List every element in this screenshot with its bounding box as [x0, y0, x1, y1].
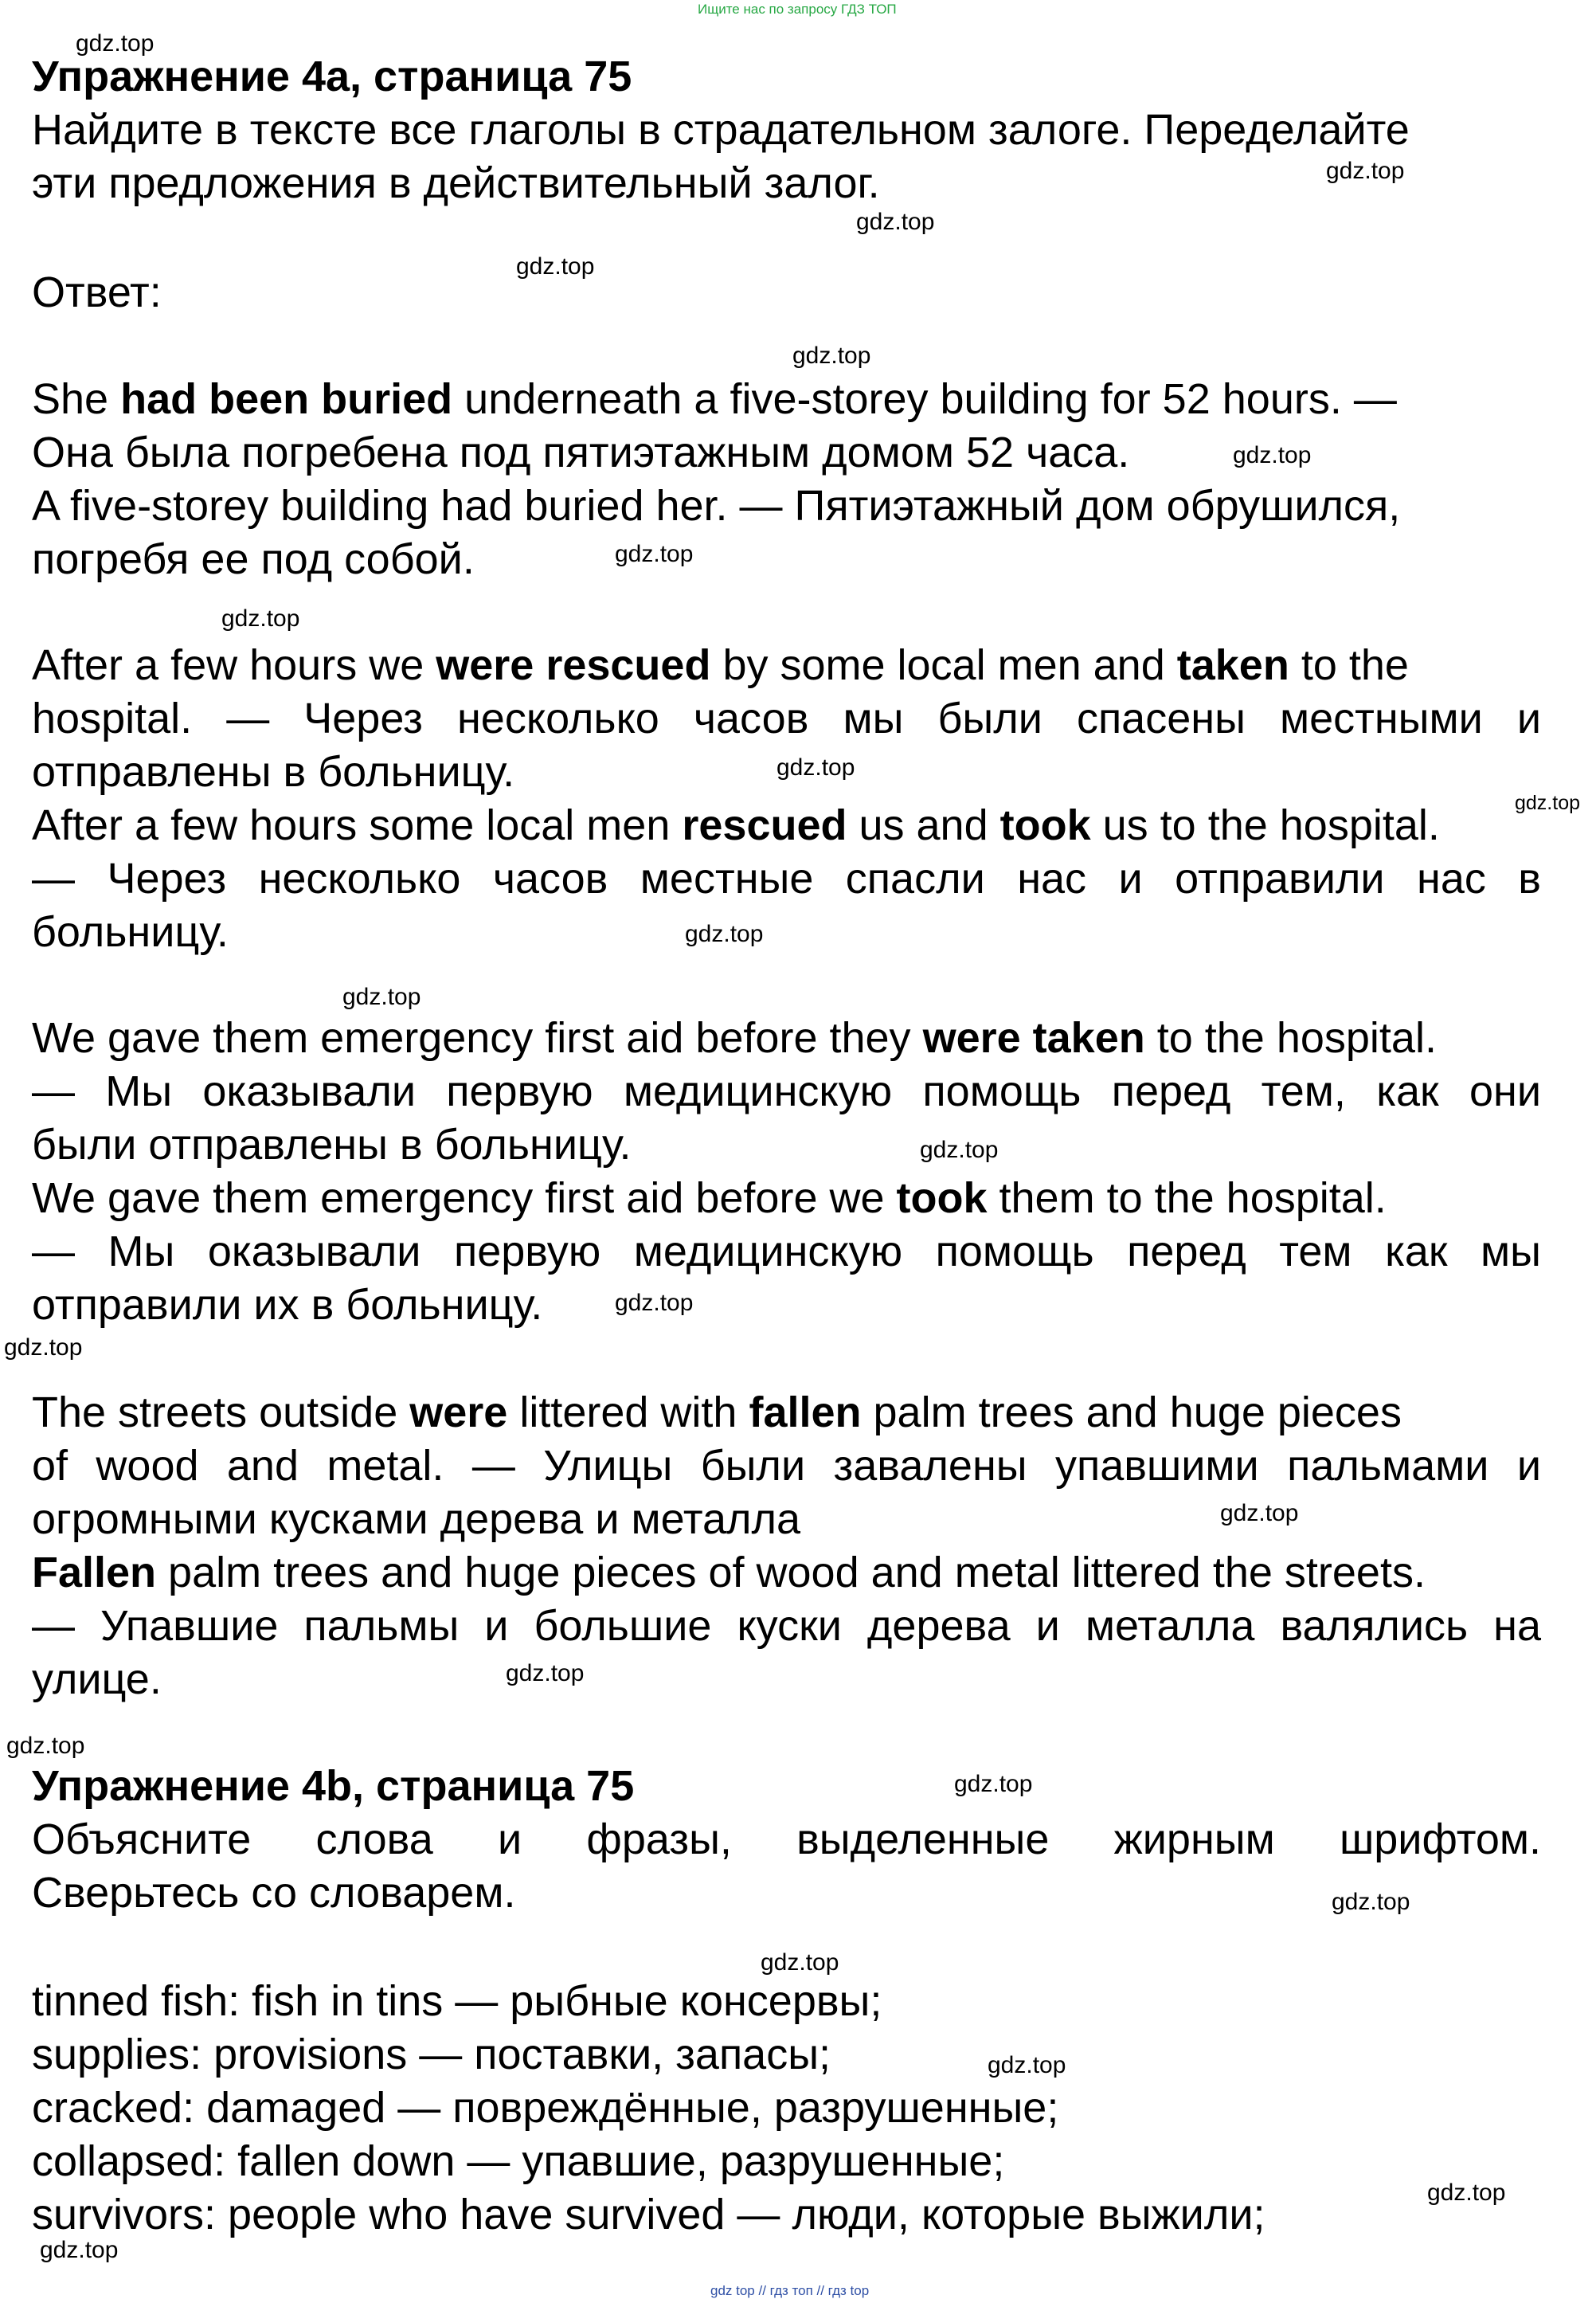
- watermark: gdz.top: [615, 541, 694, 567]
- p4-line-5: — Упавшие пальмы и большие куски дерева и металла валялись на: [32, 1602, 1541, 1650]
- p4-line-2: of wood and metal. — Улицы были завалены упавшими пальмами и: [32, 1442, 1541, 1490]
- vocab-item: cracked: damaged — повреждённые, разрушенные;: [32, 2084, 1059, 2132]
- watermark: gdz.top: [920, 1137, 999, 1163]
- p4-line-1: The streets outside were littered with fallen palm trees and huge pieces: [32, 1388, 1402, 1436]
- exercise-4b-task-line-2: Сверьтесь со словарем.: [32, 1869, 516, 1917]
- watermark: gdz.top: [1515, 792, 1581, 814]
- p4-line-4: Fallen palm trees and huge pieces of wood and metal littered the streets.: [32, 1549, 1426, 1596]
- watermark: gdz.top: [221, 605, 300, 632]
- p1-line-2: Она была погребена под пятиэтажным домом 52 часа.: [32, 429, 1130, 476]
- p1-line-1: She had been buried underneath a five-storey building for 52 hours. —: [32, 375, 1397, 423]
- p2-line-6: больницу.: [32, 908, 229, 956]
- exercise-4a-task-line-2: эти предложения в действительный залог.: [32, 159, 880, 207]
- watermark: gdz.top: [40, 2237, 119, 2263]
- watermark: gdz.top: [6, 1733, 85, 1759]
- p3-line-4: We gave them emergency first aid before we took them to the hospital.: [32, 1174, 1387, 1222]
- p2-line-4: After a few hours some local men rescued us and took us to the hospital.: [32, 801, 1440, 849]
- watermark: gdz.top: [988, 2052, 1066, 2078]
- p4-line-3: огромными кусками дерева и металла: [32, 1495, 801, 1543]
- answer-label: Ответ:: [32, 268, 162, 316]
- vocab-item: collapsed: fallen down — упавшие, разрушенные;: [32, 2137, 1005, 2185]
- p1-line-4: погребя ее под собой.: [32, 535, 475, 583]
- watermark: gdz.top: [1427, 2180, 1506, 2206]
- watermark: gdz.top: [776, 754, 855, 781]
- p3-line-1: We gave them emergency first aid before they were taken to the hospital.: [32, 1014, 1437, 1062]
- p3-line-6: отправили их в больницу.: [32, 1281, 543, 1329]
- p2-line-3: отправлены в больницу.: [32, 748, 515, 796]
- p2-line-2: hospital. — Через несколько часов мы были спасены местными и: [32, 695, 1541, 742]
- p2-line-1: After a few hours we were rescued by some local men and taken to the: [32, 641, 1409, 689]
- watermark: gdz.top: [615, 1290, 694, 1316]
- vocab-item: supplies: provisions — поставки, запасы;: [32, 2031, 831, 2078]
- p1-line-3: A five-storey building had buried her. — Пятиэтажный дом обрушился,: [32, 482, 1401, 530]
- watermark: gdz.top: [1326, 158, 1405, 184]
- bottom-banner: gdz top // гдз топ // гдз top: [710, 2283, 870, 2298]
- watermark: gdz.top: [516, 253, 595, 280]
- watermark: gdz.top: [4, 1334, 83, 1361]
- watermark: gdz.top: [342, 984, 421, 1010]
- p2-line-5: — Через несколько часов местные спасли нас и отправили нас в: [32, 855, 1541, 903]
- p3-line-3: были отправлены в больницу.: [32, 1121, 632, 1169]
- watermark: gdz.top: [1332, 1889, 1410, 1915]
- watermark: gdz.top: [685, 921, 764, 947]
- vocab-item: survivors: people who have survived — люди, которые выжили;: [32, 2191, 1265, 2238]
- vocab-item: tinned fish: fish in tins — рыбные консервы;: [32, 1977, 882, 2025]
- exercise-4b-title: Упражнение 4b, страница 75: [32, 1762, 635, 1810]
- watermark: gdz.top: [856, 209, 935, 235]
- exercise-4a-task-line-1: Найдите в тексте все глаголы в страдательном залоге. Переделайте: [32, 106, 1410, 154]
- watermark: gdz.top: [76, 30, 155, 57]
- watermark: gdz.top: [761, 1949, 839, 1976]
- watermark: gdz.top: [1233, 442, 1312, 468]
- watermark: gdz.top: [506, 1660, 585, 1686]
- p3-line-2: — Мы оказывали первую медицинскую помощь перед тем, как они: [32, 1067, 1541, 1115]
- p3-line-5: — Мы оказывали первую медицинскую помощь перед тем как мы: [32, 1228, 1541, 1275]
- exercise-4b-task-line-1: Объясните слова и фразы, выделенные жирным шрифтом.: [32, 1815, 1541, 1863]
- watermark: gdz.top: [954, 1771, 1033, 1797]
- p4-line-6: улице.: [32, 1655, 162, 1703]
- top-banner: Ищите нас по запросу ГДЗ ТОП: [698, 2, 897, 17]
- exercise-4a-title: Упражнение 4a, страница 75: [32, 53, 632, 100]
- watermark: gdz.top: [792, 343, 871, 369]
- watermark: gdz.top: [1220, 1500, 1299, 1526]
